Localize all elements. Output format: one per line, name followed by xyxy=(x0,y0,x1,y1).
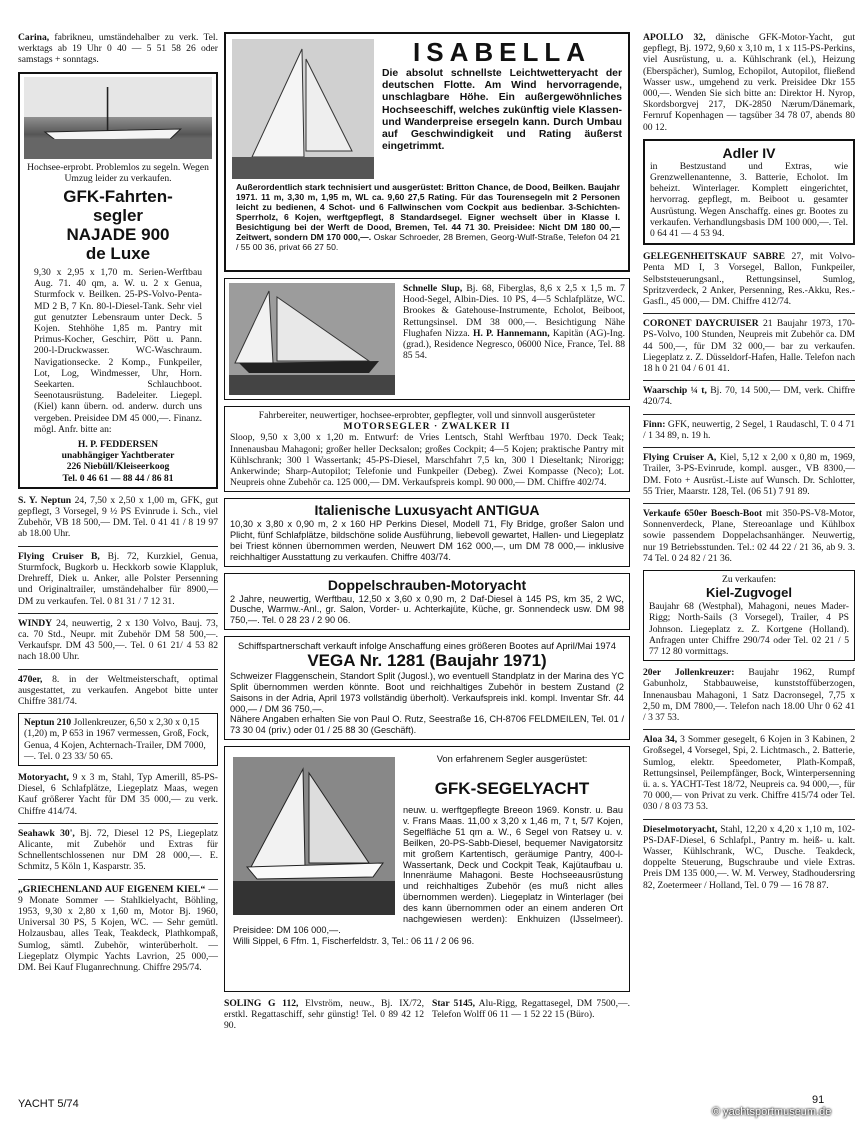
adler-text: in Bestzustand und Extras, wie Grenzwellenantenne, 3. Batterie, Echolot. Im beheizt. Winterlager. Komplett eingerichtet, hervorrag. gepflegt, m. Beiboot u. gesamter Ausrüstung. Wegen Anschaffg. eines gr. Bootes zu verkaufen. Verhandlungsbasis DM 100 000,—. Tel. 0 64 41 — 4 53 94. xyxy=(650,160,848,240)
vega-contact: Nähere Angaben erhalten Sie von Paul O. Rutz, Seestraße 16, CH-8706 FELDMEILEN, Tel. 01 / 73 30 04 (priv.) oder 01 / 25 88 30 (Geschäft). xyxy=(230,714,624,736)
page-number: 91 xyxy=(812,1094,825,1106)
ad-carina: Carina, fabrikneu, umständehalber zu verk. Tel. werktags ab 19 Uhr 0 40 — 5 51 58 26 oder samstags + sonntags. xyxy=(18,32,218,66)
ad-soling: SOLING G 112, Elvström, neuw., Bj. IX/72, erstkl. Regattaschiff, sehr günstig! Tel. 0 89 42 12 90. xyxy=(224,997,424,1032)
ad-griechenland: „GRIECHENLAND AUF EIGENEM KIEL“ — 9 Monate Sommer — Stahlkielyacht, Böhling, 1953, 9,30 x 2,80 x 1,60 m, Motor Bj. 1960, Universal 30 PS, 5 Kojen, WC. — Sehr gemütl. Holzausbau, alles Teak, Teakdeck, Plathkompaß, Sumlog, sämtl. Zubehör, winterüberholt. — Liegeplatz Olympic Yachts Lavrion, 25 000,— DM. Bei Kauf Fluganrechnung. Chiffre 295/74. xyxy=(18,883,218,973)
antigua-text: 10,30 x 3,80 x 0,90 m, 2 x 160 HP Perkins Diesel, Modell 71, Fly Bridge, großer Salon und Plicht, fünf Schlafplätze, bildschöne solide Ausführung, liebevoll gewartet, Hallen- und Liegeplatz bei Triest können übernommen werden, Neuwert DM 162 000,—, um DM 78 000,— inklusive reichhaltiger Ausstattung zu verkaufen. Chiffre 403/74. xyxy=(230,519,624,562)
ad-star: Star 5145, Alu-Rigg, Regattasegel, DM 7500,—. Telefon Wolff 06 11 — 1 52 22 15 (Büro). xyxy=(432,997,630,1021)
vega-text: Schweizer Flaggenschein, Standort Split (Jugosl.), wo eventuell Standplatz in der Marina des YC Split übernommen werden könnte. Boot und reichhaltiges Zubehör in bestem Zustand (2 Saisons in der Adria, April 1973 vollständig überholt). Verkaufspreis inkl. kompl. Inventar Sfr. 44 000,— / DM 36 750,—. xyxy=(230,671,624,714)
isabella-headline: Die absolut schnellste Leichtwetteryacht der deutschen Flotte. Am Wind hervorragende, unschlagbare Höhe. Ein außergewöhnliches Hochseeschiff, welches zukünftig viele Klassen- und Wanderpreise ersegeln kann. Durch Umbau auf Geschwindigkeit und Rating äußerst eingetrimmt. xyxy=(382,68,622,153)
najade-title2: segler xyxy=(92,206,144,226)
najade-title4: de Luxe xyxy=(85,244,151,264)
najade-contact3: 226 Niebüll/Kleiseerkoog xyxy=(66,461,170,473)
najade-contact2: unabhängiger Yachtberater xyxy=(61,450,175,462)
vega-title: VEGA Nr. 1281 (Baujahr 1971) xyxy=(307,651,547,671)
column-right xyxy=(643,32,855,897)
najade-caption: Hochsee-erprobt. Problemlos zu segeln. Wegen Umzug leider zu verkaufen. xyxy=(27,161,209,184)
gfk-intro: Von erfahrenem Segler ausgerüstet: xyxy=(436,752,588,764)
ad-neptun24: S. Y. Neptun 24, 7,50 x 2,50 x 1,00 m, GFK, gut gepflegt, 3 Vorsegel, 9 ½ PS Evinrude i. Sch., viel Zubehör, VB 18 500,— DM. Tel. 0 41 41 / 8 19 97 ab 18.00 Uhr. xyxy=(18,494,218,540)
gfk-text: neuw. u. werftgepflegte Breeon 1969. Konstr. u. Bau v. Frans Maas. 11,00 x 3,20 x 1,46 m, 7 t, 5/7 Kojen, Segelfläche 51 qm a. W., 6 Segel von Ratsey u. v. Beilken, 20-PS-Sabb-Diesel, bequemer Navigatorsitz mit großem Kartentisch, geräumige Pantry, 400-l-Wassertank, Deck und Cockpit Teak, Kajütaufbau u. Innenräume Mahagoni. Beste Hochseeausrüstung und reichhaltiges Zubehör (es muß nicht alles übernommen werden). Liegeplatz in Winterlager (bei des kann übernommen oder an einem anderen Ort nachgewiesen werden): Enkhuizen (IJsselmeer). Preisidee: DM 106 000,—. Willi Sippel, 6 Ffm. 1, Fischerfeldstr. 3, Tel.: 06 11 / 2 06 96. xyxy=(233,804,623,946)
ad-najade xyxy=(18,72,218,489)
ad-verkaufe650: Verkaufe 650er Boesch-Boot mit 350-PS-V8-Motor, Sonnenverdeck, Plane, Stereoanlage und Kühlbox sowie passendem Doppelachsanhänger. Neuwertig, nur 19 Betriebsstunden. Tel.: 02 44 22 / 21 36, ab 9. 3. 74 Tel. 0 24 82 / 21 36. xyxy=(643,507,855,564)
adler-title: Adler IV xyxy=(722,144,776,161)
najade-contact4: Tel. 0 46 61 — 88 44 / 86 81 xyxy=(62,472,174,484)
ad-seahawk: Seahawk 30', Bj. 72, Diesel 12 PS, Liegeplatz Alicante, mit Zubehör und Extras für Schnellentschlossenen nur DM 28 000,—. E. Schmitz, 5 Köln 1, Kasparstr. 35. xyxy=(18,827,219,873)
najade-title3: NAJADE 900 xyxy=(66,225,170,245)
ad-diesel: Dieselmotoryacht, Stahl, 12,20 x 4,20 x 1,10 m, 102-PS-DAF-Diesel, 6 Schlafpl., Pantry m. heiß- u. kalt. Wasser, Kühlschrank, WC, Dusche. Teakdeck, doppelte Steuerung, Bugschraube und viele Extras. Preis DM 135 000,—. W. M. Verwey, Stadhoudersring 82, Zoetermeer / Holland, Tel. 0 79 — 16 78 87. xyxy=(643,823,855,891)
isabella-body: Außerordentlich stark technisiert und ausgerüstet: Britton Chance, de Dood, Beilken. Baujahr 1971. 11 m, 3,30 m, 1,95 m, WL ca. 9,60 27,5 Rating. Für das Tourensegeln mit 2 Personen leicht zu bedienen, 4 Schot- und 6 Fallwinschen vom Cockpit aus bedienbar. 3-Schichten-Sperrholz, 6 Kojen, werftgepflegt, 8 Standardsegel. Eigner wechselt über in Klasse I. Besichtigung bei der Werft de Dood, Bremen, Tel. 44 71 30. Preisidee: Nicht DM 180 00,— Zeitwert, sondern DM 170 000,—. Oskar Schroeder, 28 Bremen, Georg-Wulf-Straße, Telefon 04 21 / 55 00 36, privat 66 27 50. xyxy=(236,182,621,252)
photo-slup xyxy=(229,283,395,395)
ad-antigua xyxy=(224,498,630,566)
watermark: © yachtsportmuseum.de xyxy=(712,1106,832,1118)
ad-doppel xyxy=(224,573,630,630)
doppel-title: Doppelschrauben-Motoryacht xyxy=(327,576,527,593)
ad-20er: 20er Jollenkreuzer: Baujahr 1962, Rumpf Gabunholz, Stabbauweise, kunststoffüberzogen, Innenausbau Mahagoni, 1 Satz Dacronsegel, 7,75 x 2,50 m, DM 7800,—. Telefon nach 18.00 Uhr 0 62 41 / 3 37 53. xyxy=(643,667,855,723)
zwalker-text: Sloop, 9,50 x 3,00 x 1,20 m. Entwurf: de Vries Lentsch, Stahl Werftbau 1970. Deck Teak; Innenausbau Mahagoni; großer heller Decksalon; großes Cockpit; 4—5 Kojen; praktische Pantry mit Kühlschrank; 300 l Wassertank; 45-PS-Diesel, Marschfahrt 7,5 kn, 300 l Dieseltank; Nirorigg; Ankerwinde; Sharp-Autopilot; Telefonie und Funkpeiler (Debeg). Zwei Kompasse (Neco); Lot. Neupreis ohne Zubehör ca. 125 000,— DM. Verkaufspreis kompl. 90 000,— DM. Chiffre 402/74. xyxy=(230,432,624,489)
ad-adler xyxy=(643,139,855,245)
photo-najade xyxy=(24,77,212,159)
column-middle xyxy=(224,32,630,1032)
ad-neptun210: Neptun 210 Jollenkreuzer, 6,50 x 2,30 x 0,15 (1,20) m, P 653 in 1967 vermessen, Groß, Fock, Genua, 4 Kojen, Achternach-Trailer, DM 7000,—. Tel. 0 23 33/ 50 65. xyxy=(18,713,218,766)
ad-motoryacht: Motoryacht, 9 x 3 m, Stahl, Typ Amerill, 85-PS-Diesel, 6 Schlafplätze, Liegeplatz Maas, wegen Kauf größerer Yacht für DM 35 000,— zu verk. Chiffre 414/74. xyxy=(18,771,218,817)
ad-isabella xyxy=(224,32,630,272)
zwalker-intro: Fahrbereiter, neuwertiger, hochsee-erprobter, gepflegter, voll und sinnvoll ausgerüsteter xyxy=(258,410,596,421)
ad-waarschip: Waarschip ¼ t, Bj. 70, 14 500,— DM, verk. Chiffre 420/74. xyxy=(643,385,855,408)
ad-flying-a: Flying Cruiser A, Kiel, 5,12 x 2,00 x 0,80 m, 1969, Trailer, 3-PS-Evinrude, kompl. ausger., VB 8300,— DM. Foto + Ausrüst.-Liste auf Wunsch. Dr. Schlotter, 55 Trier, Maarstr. 128, Tel. (06 51) 7 91 89. xyxy=(643,452,855,497)
ad-aloa: Aloa 34, 3 Sommer gesegelt, 6 Kojen in 3 Kabinen, 2 Großsegel, 4 Vorsegel, Spi, 2. Lichtmasch., 2. Batterie, Sumlog, elektr. Speedometer, Plath-Kompaß, Rettungsinsel, Peilempfänger, Bock, Winterpersenning ü. a. s. YACHT-Test 18/72, Neupreis ca. 94 000,—, für 70 000,— von Privat zu verk. Chiffre 415/74 oder Tel. 030 / 8 03 73 53. xyxy=(643,734,856,813)
antigua-title: Italienische Luxusyacht ANTIGUA xyxy=(314,502,540,519)
najade-body: 9,30 x 2,95 x 1,70 m. Serien-Werftbau Aug. 71. 40 qm, a. W. u. 2 x Genua, Sturmfock v. Beilken. 25-PS-Volvo-Penta-MD 2 B, 7 Kn. 80-l-Diesel-Tank. Sehr viel gut genutzter Lebensraum unter Deck. 5 Kojen. Stehhöhe 1,85 m. Pantry mit Primus-Kocher, Geschirr, Pött u. Pann. 200-l-Druckwasser. WC-Waschraum. Navigationsecke. 2 Komp., Funkpeiler, Lot, Log, Windmesser, Uhr, Horn. Seekarten. Schlauchboot. Seenotausrüstung. Badeleiter. Liegepl. (Kiel) kann übern. od. anderw. durch uns vergeben. Preisidee DM 45 000,—. Finanz. mögl. Anfr. bitte an: xyxy=(34,267,202,435)
slup-text: Schnelle Slup, Bj. 68, Fiberglas, 8,6 x 2,5 x 1,5 m. 7 Hood-Segel, Albin-Dies. 10 PS, 4—5 Schlafplätze, WC. Brookes & Gatehouse-Instrumente, Echolot, Beiboot, Rettungsinsel. DM 38 000,—. Besichtigung Nähe Flughafen Nizza. H. P. Hannemann, Kapitän (AG)-Ing. (grad.), Residence Negresco, 06000 Nice, France, Tel. 88 85 54. xyxy=(403,283,625,362)
isabella-title: ISABELLA xyxy=(413,37,591,67)
ad-vega xyxy=(224,636,630,740)
column-left xyxy=(18,32,218,979)
ad-gelegenheit: GELEGENHEITSKAUF SABRE 27, mit Volvo-Penta MD I, 3 Vorsegel, Ballon, Funkpeiler, Selbststeuerungsanl., Rettungsinsel, Sumlog, Spritzverdeck, 2 Anker, Persenning, Res.-Akku, Res.-Gasfl., 45 000,— DM. Chiffre 412/74. xyxy=(643,251,855,308)
gfk-title: GFK-SEGELYACHT xyxy=(434,778,590,798)
zwalker-title: MOTORSEGLER · ZWALKER II xyxy=(343,421,511,433)
ad-zwalker xyxy=(224,406,630,492)
ad-windy: WINDY 24, neuwertig, 2 x 130 Volvo, Bauj. 73, ca. 70 Std., Neupr. mit Zubehör DM 58 500,—. Verkaufspr. DM 43 500,—. Tel. 0 61 21/ 4 53 82 nach 18.00 Uhr. xyxy=(18,617,218,663)
doppel-text: 2 Jahre, neuwertig, Werftbau, 12,50 x 3,60 x 0,90 m, 2 Daf-Diesel à 145 PS, km 35, 2 WC, Dusche, Warmw.-Anl., gr. Salon, Vorder- u. Achterkajüte, Küche, gr. Sonnendeck usw. DM 98 750,—. Tel. 0 28 23 / 2 90 06. xyxy=(230,593,624,626)
bottom-small-ads xyxy=(224,998,630,1032)
ad-gfk-segelyacht xyxy=(224,746,630,992)
ad-flying-b: Flying Cruiser B, Bj. 72, Kurzkiel, Genua, Sturmfock, Bugkorb u. Heckkorb sowie Klappluk, Drehreff, Diek u. Anker, alle Polster Persenning und Originaltrailer, umständehalber für 8900,— DM zu verkaufen. Tel. 0 81 31 / 7 12 31. xyxy=(18,550,218,607)
ad-kiel-zugvogel xyxy=(643,570,855,661)
ad-coronet: CORONET DAYCRUISER 21 Baujahr 1973, 170-PS-Volvo, 100 Stunden, Neupreis mit Zubehör ca. DM 44 500,—, für DM 32 000,— bar zu verkaufen. Liegeplatz z. Z. Düsseldorf-Hafen, Halle. Telefon nach 18 h 0 21 04 / 6 01 41. xyxy=(643,318,855,375)
kiel-title: Kiel-Zugvogel xyxy=(706,585,792,601)
najade-title1: GFK-Fahrten- xyxy=(63,187,173,207)
najade-contact1: H. P. FEDDERSEN xyxy=(77,439,159,451)
ad-470er: 470er, 8. in der Weltmeisterschaft, optimal ausgestattet, zu verkaufen. Angebot bitte unter Chiffre 381/74. xyxy=(18,673,218,707)
footer-issue: YACHT 5/74 xyxy=(18,1098,79,1110)
vega-intro: Schiffspartnerschaft verkauft infolge Anschaffung eines größeren Bootes auf April/Mai 1974 xyxy=(237,640,616,651)
kiel-text: Baujahr 68 (Westphal), Mahagoni, neues Mader-Rigg; North-Sails (3 Vorsegel), Trailer, 4 PS Johnson. Liegeplatz z. Z. Kortgene (Holland). Anfragen unter Chiffre 290/74 oder Tel. 02 21 / 5 77 12 80 vormittags. xyxy=(649,601,849,657)
ad-finn: Finn: GFK, neuwertig, 2 Segel, 1 Raudaschl, T. 0 4 71 / 1 34 89, n. 19 h. xyxy=(643,418,855,441)
kiel-intro: Zu verkaufen: xyxy=(721,573,777,585)
ad-apollo: APOLLO 32, dänische GFK-Motor-Yacht, gut gepflegt, Bj. 1972, 9,60 x 3,10 m, 1 x 115-PS-Perkins, viel Ausrüstung, u. a. Kühlschrank (el.), Heizung (Eberspächer), Sumlog, Echopilot, Autopilot, fließend Wasser usw., umgehend zu verk. Preisidee Dkr 155 000,—. Wenden Sie sich bitte an: Direktor H. Nyrop, Skordsborgvej 217, DK-2850 Nærum/Dänemark, Fernruf Kopenhagen — tagsüber 34 78 07, abends 80 00 12. xyxy=(643,32,855,133)
ad-slup xyxy=(224,278,630,400)
photo-isabella xyxy=(232,39,374,179)
